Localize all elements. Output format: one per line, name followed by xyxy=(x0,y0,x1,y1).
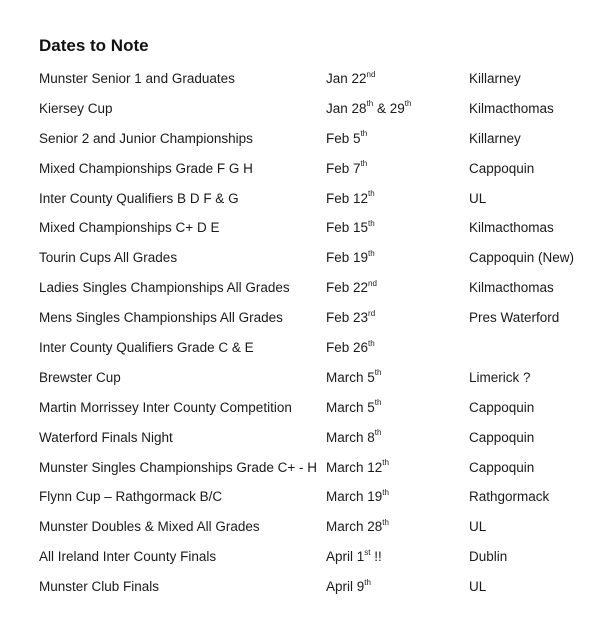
event-venue: Cappoquin xyxy=(469,160,535,176)
date-text: Feb 22 xyxy=(326,280,369,296)
list-item xyxy=(0,218,615,248)
date-ordinal-suffix: th xyxy=(374,398,382,408)
date-ordinal-suffix: th xyxy=(360,159,368,169)
date-ordinal-suffix: th xyxy=(382,517,389,527)
date-text: Feb 5 xyxy=(326,130,361,146)
list-item xyxy=(0,368,615,398)
event-date xyxy=(326,218,375,238)
event-name: Tourin Cups All Grades xyxy=(39,250,178,266)
date-ordinal-suffix: th xyxy=(360,129,368,139)
event-date xyxy=(326,248,375,268)
event-date xyxy=(326,99,411,119)
date-text: Jan 28 xyxy=(326,100,367,116)
date-ordinal-suffix: st xyxy=(364,547,371,557)
event-name: Munster Senior 1 and Graduates xyxy=(39,71,235,86)
event-venue: Cappoquin xyxy=(469,429,535,445)
event-venue: Cappoquin (New) xyxy=(469,250,575,266)
date-text: March 5 xyxy=(326,399,375,415)
date-text: March 5 xyxy=(326,369,375,385)
date-ordinal-suffix: th xyxy=(368,338,375,348)
date-text: March 8 xyxy=(326,429,375,445)
event-venue: Kilmacthomas xyxy=(469,280,554,296)
event-name: Kiersey Cup xyxy=(39,100,113,116)
list-item xyxy=(0,487,615,517)
event-venue: Killarney xyxy=(469,71,521,86)
event-venue: UL xyxy=(469,579,487,595)
date-text: March 19 xyxy=(326,489,383,505)
date-ordinal-suffix: th xyxy=(368,189,375,199)
date-ordinal-suffix: nd xyxy=(368,278,377,288)
list-item xyxy=(0,398,615,428)
event-venue: Pres Waterford xyxy=(469,310,560,326)
date-ordinal-suffix: th xyxy=(382,487,389,497)
event-date xyxy=(326,129,367,149)
date-text: & 29 xyxy=(373,100,405,116)
event-name: Brewster Cup xyxy=(39,369,121,385)
date-ordinal-suffix: th xyxy=(374,368,382,378)
event-name: Munster Doubles & Mixed All Grades xyxy=(39,519,260,535)
event-date xyxy=(326,577,371,597)
event-date xyxy=(326,189,375,209)
list-item xyxy=(0,278,615,308)
event-date xyxy=(326,69,375,89)
event-date xyxy=(326,398,381,418)
event-venue: Killarney xyxy=(469,130,521,146)
date-ordinal-suffix: th xyxy=(368,218,375,228)
date-ordinal-suffix: th xyxy=(366,99,374,109)
date-ordinal-suffix: rd xyxy=(368,308,376,318)
date-text: Jan 22 xyxy=(326,71,367,86)
event-name: Inter County Qualifiers B D F & G xyxy=(39,190,239,206)
date-ordinal-suffix: th xyxy=(368,248,375,258)
date-text: Feb 15 xyxy=(326,220,369,236)
event-date xyxy=(326,159,367,179)
event-venue: UL xyxy=(469,519,487,535)
event-venue: Dublin xyxy=(469,549,508,565)
date-text: Feb 23 xyxy=(326,310,369,326)
date-text: April 9 xyxy=(326,579,365,595)
date-ordinal-suffix: th xyxy=(364,577,371,587)
list-item xyxy=(0,69,615,99)
event-venue: Rathgormack xyxy=(469,489,550,505)
dates-list xyxy=(0,69,615,607)
event-date xyxy=(326,517,389,537)
date-text: March 28 xyxy=(326,519,383,535)
list-item xyxy=(0,458,615,488)
event-name: Senior 2 and Junior Championships xyxy=(39,130,253,146)
event-venue: Kilmacthomas xyxy=(469,100,554,116)
date-ordinal-suffix: th xyxy=(404,99,412,109)
event-name: Mixed Championships Grade F G H xyxy=(39,160,253,176)
list-item xyxy=(0,577,615,607)
event-date xyxy=(326,278,377,298)
event-date xyxy=(326,487,389,507)
event-venue: Cappoquin xyxy=(469,399,535,415)
event-name: Waterford Finals Night xyxy=(39,429,173,445)
event-venue: Cappoquin xyxy=(469,459,535,475)
date-ordinal-suffix: th xyxy=(382,458,389,468)
list-item xyxy=(0,129,615,159)
event-date xyxy=(326,368,381,388)
date-text: Feb 19 xyxy=(326,250,369,266)
event-date xyxy=(326,338,375,358)
list-item xyxy=(0,428,615,458)
list-item xyxy=(0,248,615,278)
event-venue: UL xyxy=(469,190,487,206)
list-item xyxy=(0,159,615,189)
event-name: Mens Singles Championships All Grades xyxy=(39,310,283,326)
date-text: Feb 12 xyxy=(326,190,369,206)
event-date xyxy=(326,428,381,448)
date-text: Feb 7 xyxy=(326,160,361,176)
event-venue: Limerick ? xyxy=(469,369,531,385)
list-item xyxy=(0,517,615,547)
event-date xyxy=(326,458,389,478)
list-item xyxy=(0,99,615,129)
date-text: Feb 26 xyxy=(326,340,369,356)
event-name: Ladies Singles Championships All Grades xyxy=(39,280,290,296)
event-venue: Kilmacthomas xyxy=(469,220,554,236)
date-text: March 12 xyxy=(326,459,383,475)
event-name: Flynn Cup – Rathgormack B/C xyxy=(39,489,223,505)
event-name: Munster Club Finals xyxy=(39,579,160,595)
list-item xyxy=(0,338,615,368)
event-name: Munster Singles Championships Grade C+ - H xyxy=(39,459,317,475)
date-ordinal-suffix: nd xyxy=(366,69,376,79)
event-date xyxy=(326,547,382,567)
event-name: Mixed Championships C+ D E xyxy=(39,220,220,236)
event-name: All Ireland Inter County Finals xyxy=(39,549,217,565)
date-text: April 1 xyxy=(326,549,365,565)
event-name: Martin Morrissey Inter County Competition xyxy=(39,399,292,415)
event-name: Inter County Qualifiers Grade C & E xyxy=(39,340,254,356)
list-item xyxy=(0,547,615,577)
date-text: !! xyxy=(370,549,382,565)
list-item xyxy=(0,189,615,219)
list-item xyxy=(0,308,615,338)
document-title: Dates to Note xyxy=(39,36,149,55)
event-date xyxy=(326,308,375,328)
date-ordinal-suffix: th xyxy=(374,428,382,438)
